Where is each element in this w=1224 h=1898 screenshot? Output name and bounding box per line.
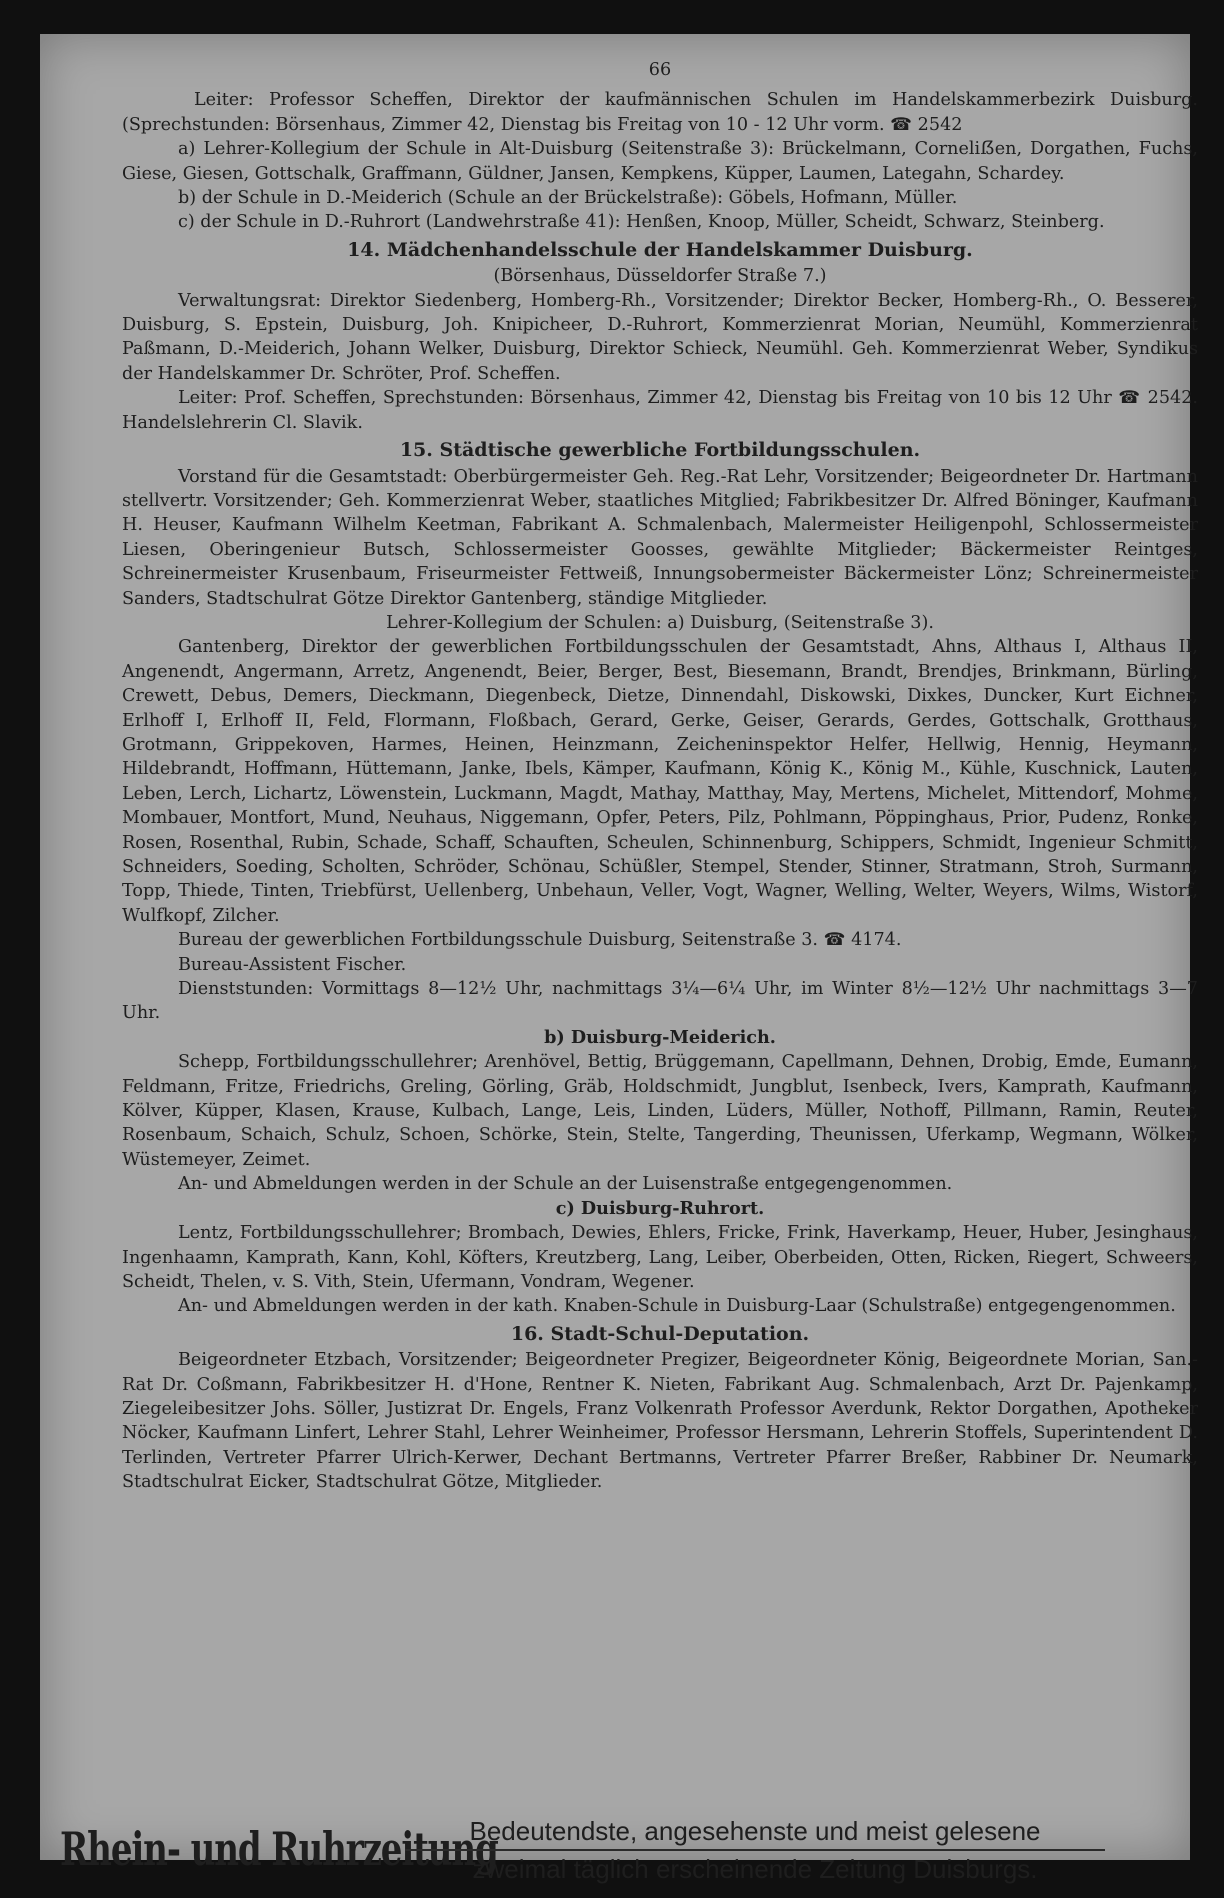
document-page — [40, 34, 1198, 1884]
section-14-heading: 14. Mädchenhandelsschule der Handelskammer Duisburg. — [347, 238, 973, 261]
section-15-heading: 15. Städtische gewerbliche Fortbildungsschulen. — [399, 439, 921, 462]
section-15-b-note: An- und Abmeldungen werden in der Schule an der Luisenstraße entgegengenommen. — [178, 1174, 953, 1195]
section-13-school-c: c) der Schule in D.-Ruhrort (Landwehrstraße 41): Henßen, Knoop, Müller, Scheidt, Schwarz, Steinberg. — [178, 212, 1105, 233]
section-15-bureau: Bureau der gewerblichen Fortbildungsschule Duisburg, Seitenstraße 3. ☎ 4174. — [178, 930, 902, 951]
advertisement-line-1: Bedeutendste, angesehenste und meist gelesene — [469, 1816, 1041, 1846]
section-16-body: Beigeordneter Etzbach, Vorsitzender; Beigeordneter Pregizer, Beigeordneter König, Beigeordnete Morian, San.-Rat Dr. Coßmann, Fabrikbesitzer H. d'Hone, Rentner K. Nieten, Fabrikant Aug. Schmalenbach, Arzt Dr. Pajenkamp, Ziegeleibesitzer Johs. Söller, Justizrat Dr. Engels, Franz Volkenrath Professor Averdunk, Rektor Dorgathen, Apotheker Nöcker, Kaufmann Linfert, Lehrer Stahl, Lehrer Weinheimer, Professor Hersmann, Lehrerin Stoffels, Superintendent D. Terlinden, Vertreter Pfarrer Ulrich-Kerwer, Dechant Bertmanns, Vertreter Pfarrer Breßer, Rabbiner Dr. Neumark, Stadtschulrat Eicker, Stadtschulrat Götze, Mitglieder. — [122, 1350, 1198, 1493]
section-15-kollegium-a: Gantenberg, Direktor der gewerblichen Fortbildungsschulen der Gesamtstadt, Ahns, Althaus I, Althaus II, Angenendt, Angermann, Arretz, Angenendt, Beier, Berger, Best, Biesemann, Brandt, Brendjes, Brinkmann, Bürling, Crewett, Debus, Demers, Dieckmann, Diegenbeck, Dietze, Dinnendahl, Diskowski, Dixkes, Duncker, Kurt Eichner, Erlhoff I, Erlhoff II, Feld, Flormann, Floßbach, Gerard, Gerke, Geiser, Gerards, Gerdes, Gottschalk, Grotthaus, Grotmann, Grippekoven, Harmes, Heinen, Heinzmann, Zeicheninspektor Helfer, Hellwig, Hennig, Heymann, Hildebrandt, Hoffmann, Hüttemann, Janke, Ibels, Kämper, Kaufmann, König K., König M., Kühle, Kuschnick, Lauten, Leben, Lerch, Lichartz, Löwenstein, Luckmann, Magdt, Mathay, Matthay, May, Mertens, Michelet, Mittendorf, Mohme, Mombauer, Montfort, Mund, Neuhaus, Niggemann, Opfer, Peters, Pilz, Pohlmann, Pöppinghaus, Prior, Pudenz, Ronke, Rosen, Rosenthal, Rubin, Schade, Schaff, Schauften, Scheulen, Schinnenburg, Schippers, Schmidt, Ingenieur Schmitt, Schneiders, Soeding, Scholten, Schröder, Schönau, Schüßler, Stempel, Stender, Stinner, Stratmann, Stroh, Surmann, Topp, Thiede, Tinten, Triebfürst, Uellenberg, Unbehaun, Veller, Vogt, Wagner, Welling, Welter, Weyers, Wilms, Wistorf, Wulfkopf, Zilcher. — [122, 637, 1198, 926]
page-number: 66 — [648, 60, 672, 80]
section-13-school-b: b) der Schule in D.-Meiderich (Schule an der Brückelstraße): Göbels, Hofmann, Müller. — [178, 188, 958, 209]
section-15-c-note: An- und Abmeldungen werden in der kath. Knaben-Schule in Duisburg-Laar (Schulstraße) entgegengenommen. — [178, 1296, 1176, 1317]
newspaper-advertisement — [60, 1809, 1150, 1891]
newspaper-name: Rhein- und Ruhrzeitung — [60, 1822, 498, 1876]
section-15-b-text: Schepp, Fortbildungsschullehrer; Arenhövel, Bettig, Brüggemann, Capellmann, Dehnen, Drobig, Emde, Eumann, Feldmann, Fritze, Friedrichs, Greling, Görling, Gräb, Holdschmidt, Jungblut, Isenbeck, Ivers, Kamprath, Kaufmann, Kölver, Küpper, Klasen, Krause, Kulbach, Lange, Leis, Linden, Lüders, Müller, Nothoff, Pillmann, Ramin, Reuter, Rosenbaum, Schaich, Schulz, Schoen, Schörke, Stein, Stelte, Tangerding, Theunissen, Uferkamp, Wegmann, Wölker, Wüstemeyer, Zeimet. — [122, 1052, 1198, 1170]
section-16-heading: 16. Stadt-Schul-Deputation. — [510, 1322, 810, 1345]
page-content — [122, 58, 1198, 1495]
section-14-body: Verwaltungsrat: Direktor Siedenberg, Homberg-Rh., Vorsitzender; Direktor Becker, Homberg-Rh., O. Besserer, Duisburg, S. Epstein, Duisburg, Joh. Knipicheer, D.-Ruhrort, Kommerzienrat Morian, Neumühl, Kommerzienrat Paßmann, D.-Meiderich, Johann Welker, Duisburg, Direktor Schieck, Neumühl. Geh. Kommerzienrat Weber, Syndikus der Handelskammer Dr. Schröter, Prof. Scheffen. — [122, 290, 1198, 384]
section-15-kollegium-heading: Lehrer-Kollegium der Schulen: a) Duisburg, (Seitenstraße 3). — [386, 612, 934, 633]
advertisement-text — [405, 1813, 1105, 1887]
section-15-c-heading: c) Duisburg-Ruhrort. — [555, 1197, 765, 1219]
advertisement-line-2: zweimal täglich erscheinende Zeitung Duisburgs. — [405, 1849, 1105, 1887]
section-15-dienststunden: Dienststunden: Vormittags 8—12½ Uhr, nachmittags 3¼—6¼ Uhr, im Winter 8½—12½ Uhr nachmittags 3—7 Uhr. — [122, 979, 1198, 1024]
section-15-vorstand: Vorstand für die Gesamtstadt: Oberbürgermeister Geh. Reg.-Rat Lehr, Vorsitzender; Beigeordneter Dr. Hartmann stellvertr. Vorsitzender; Geh. Kommerzienrat Weber, staatliches Mitglied; Fabrikbesitzer Dr. Alfred Böninger, Kaufmann H. Heuser, Kaufmann Wilhelm Keetman, Fabrikant A. Schmalenbach, Malermeister Heiligenpohl, Schlossermeister Liesen, Oberingenieur Butsch, Schlossermeister Goosses, gewählte Mitglieder; Bäckermeister Reintges, Schreinermeister Krusenbaum, Friseurmeister Fettweiß, Innungsobermeister Bäckermeister Lönz; Schreinermeister Sanders, Stadtschulrat Götze Direktor Gantenberg, ständige Mitglieder. — [122, 466, 1198, 609]
section-15-assistent: Bureau-Assistent Fischer. — [178, 954, 407, 975]
section-14-address: (Börsenhaus, Düsseldorfer Straße 7.) — [493, 266, 827, 287]
section-15-c-text: Lentz, Fortbildungsschullehrer; Brombach, Dewies, Ehlers, Fricke, Frink, Haverkamp, Heuer, Huber, Jesinghaus, Ingenhaamn, Kamprath, Kann, Kohl, Köfters, Kreutzberg, Lang, Leiber, Oberbeiden, Otten, Ricken, Riegert, Schweers, Scheidt, Thelen, v. S. Vith, Stein, Ufermann, Vondram, Wegener. — [122, 1223, 1198, 1292]
section-15-b-heading: b) Duisburg-Meiderich. — [544, 1026, 776, 1048]
section-13-leiter: Leiter: Professor Scheffen, Direktor der kaufmännischen Schulen im Handelskammerbezirk Duisburg. (Sprechstunden: Börsenhaus, Zimmer 42, Dienstag bis Freitag von 10 - 12 Uhr vorm. ☎ 2542 — [122, 90, 1198, 135]
section-14-leiter: Leiter: Prof. Scheffen, Sprechstunden: Börsenhaus, Zimmer 42, Dienstag bis Freitag von 10 bis 12 Uhr ☎ 2542. Handelslehrerin Cl. Slavik. — [122, 388, 1198, 433]
section-13-school-a: a) Lehrer-Kollegium der Schule in Alt-Duisburg (Seitenstraße 3): Brückelmann, Corneliẞen, Dorgathen, Fuchs, Giese, Giesen, Gottschalk, Graffmann, Güldner, Jansen, Kempkens, Küpper, Laumen, Lategahn, Schardey. — [122, 139, 1198, 184]
